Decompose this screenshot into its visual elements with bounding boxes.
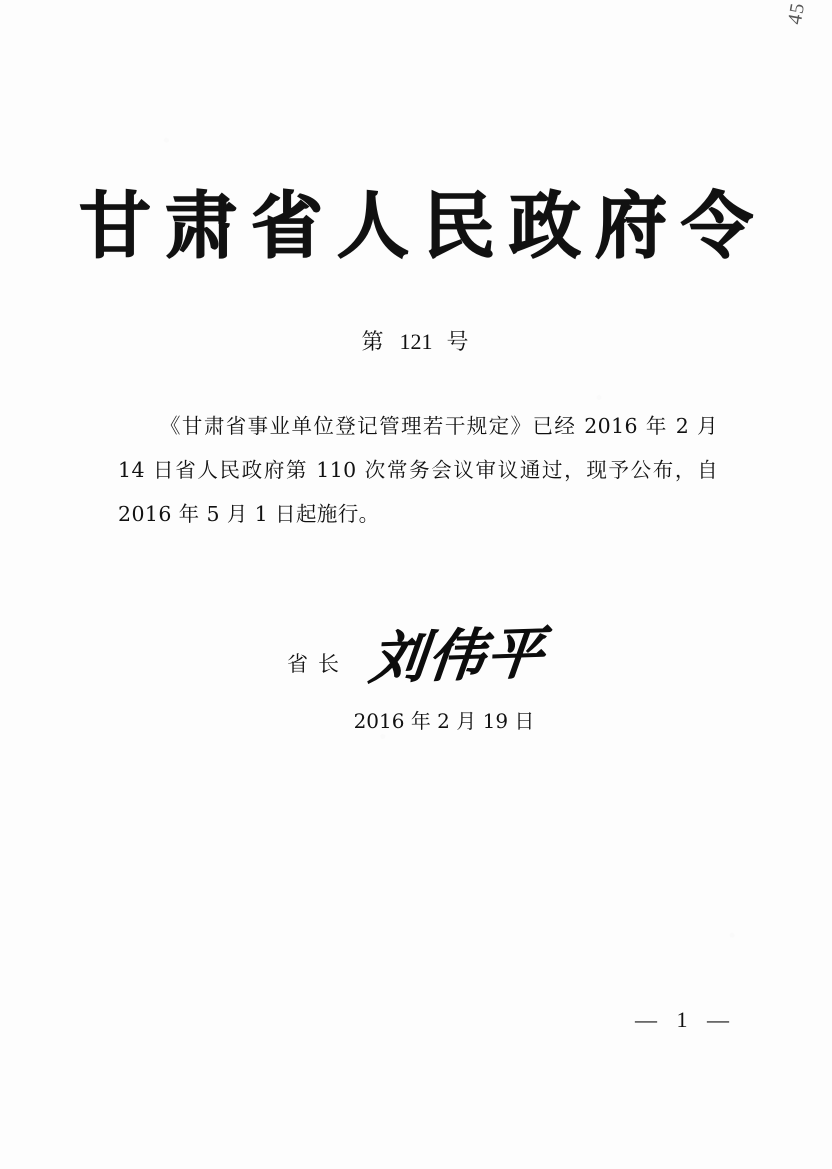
page-number: — 1 — — [635, 1007, 736, 1032]
page-title: 甘肃省人民政府令 — [78, 183, 767, 268]
body-paragraph-text: 《甘肃省事业单位登记管理若干规定》已经 2016 年 2 月 14 日省人民政府第 110 次常务会议审议通过，现予公布，自 2016 年 5 月 1 日起施行。 — [118, 414, 718, 526]
decree-number-prefix: 第 — [361, 330, 386, 355]
signature-block — [0, 612, 832, 692]
body-paragraph — [118, 404, 718, 536]
decree-number-suffix: 号 — [446, 330, 471, 355]
signature-date: 2016 年 2 月 19 日 — [353, 709, 535, 733]
corner-handwritten-mark: 45 — [783, 0, 810, 27]
signature-handwritten-name: 刘伟平 — [366, 619, 549, 693]
signature-label: 省长 — [287, 652, 349, 676]
decree-number — [0, 325, 832, 356]
decree-number-value: 121 — [399, 329, 433, 354]
